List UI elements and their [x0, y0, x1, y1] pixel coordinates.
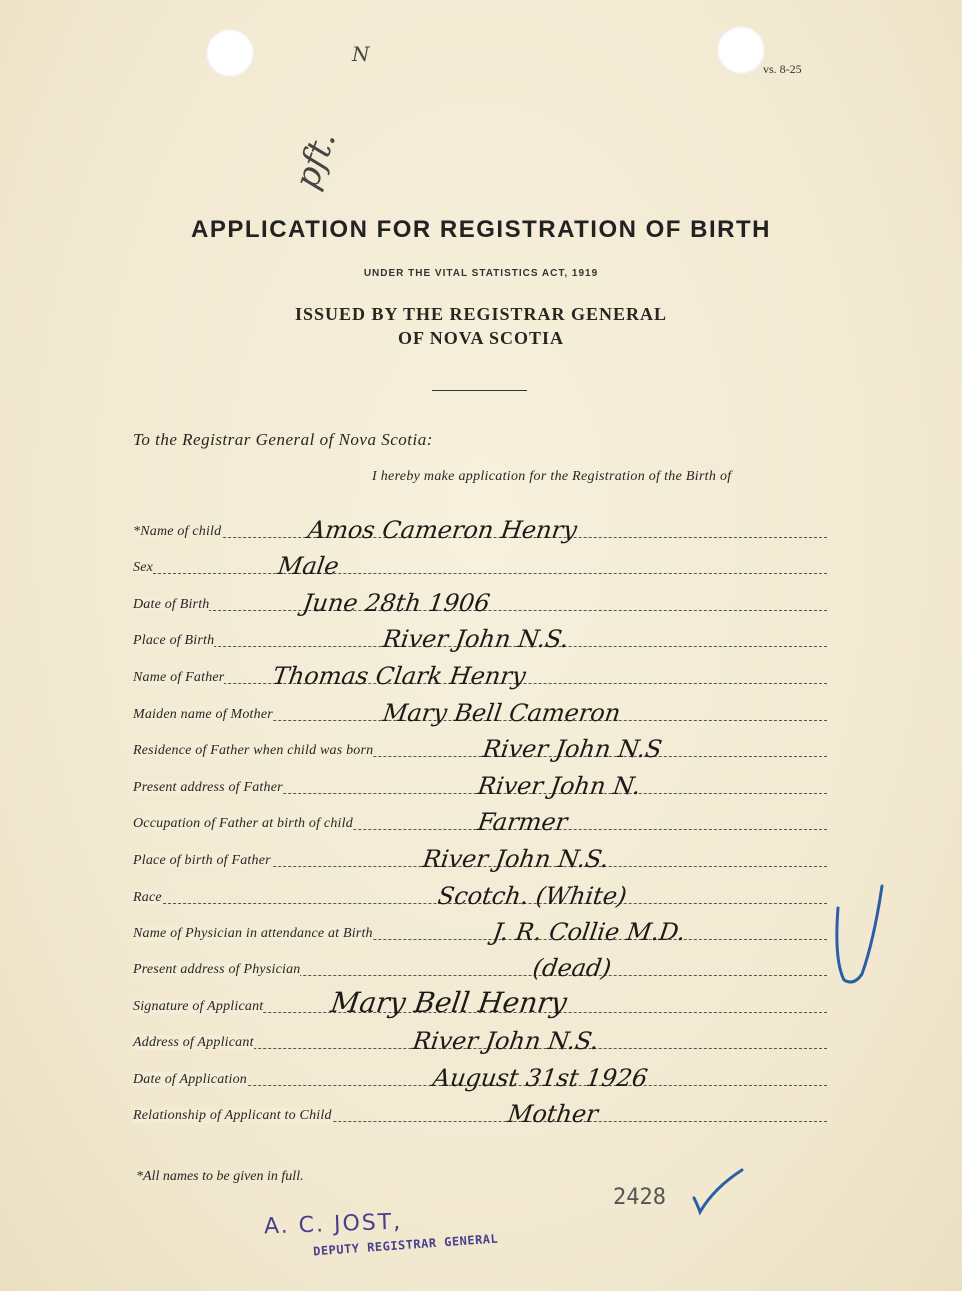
field-label: Signature of Applicant: [133, 999, 264, 1014]
field-label: Race: [133, 890, 162, 905]
field-value: Male: [276, 552, 341, 580]
field-residence-of-father: [133, 735, 827, 763]
pencil-note: N: [352, 42, 370, 66]
intro-text: I hereby make application for the Registration of the Birth of: [372, 469, 732, 484]
divider-rule: [432, 390, 527, 391]
field-date-of-application: [133, 1064, 827, 1092]
field-present-address-of-physician: [133, 954, 827, 982]
field-label: Name of Physician in attendance at Birth: [133, 926, 373, 941]
field-sex: [133, 552, 827, 580]
field-label: Date of Application: [133, 1072, 247, 1087]
field-value: June 28th 1906: [301, 589, 492, 617]
field-value: J. R. Collie M.D.: [491, 918, 688, 946]
field-value: River John N.S: [481, 735, 664, 763]
field-label: Place of Birth: [133, 633, 215, 648]
field-value: Thomas Clark Henry: [271, 662, 528, 690]
field-name-of-physician: [133, 918, 827, 946]
form-subtitle: UNDER THE VITAL STATISTICS ACT, 1919: [363, 268, 599, 279]
registration-number: 2428: [613, 1185, 666, 1210]
field-label: Address of Applicant: [133, 1035, 254, 1050]
field-label: Relationship of Applicant to Child: [133, 1108, 332, 1123]
field-name-of-child: [133, 516, 827, 544]
field-value: Farmer: [476, 808, 570, 836]
footnote: *All names to be given in full.: [136, 1169, 304, 1184]
salutation: To the Registrar General of Nova Scotia:: [133, 430, 433, 449]
form-title: APPLICATION FOR REGISTRATION OF BIRTH: [191, 216, 771, 243]
field-label: Maiden name of Mother: [133, 707, 273, 722]
field-value: Mother: [506, 1100, 600, 1128]
field-label: Date of Birth: [133, 597, 210, 612]
issued-by-line-2: OF NOVA SCOTIA: [397, 328, 565, 348]
field-value: Mary Bell Cameron: [381, 699, 623, 727]
field-label: Present address of Father: [133, 780, 283, 795]
punch-hole-right: [717, 26, 765, 74]
field-value: River John N.S.: [421, 845, 611, 873]
field-value: August 31st 1926: [431, 1064, 650, 1092]
field-label: Residence of Father when child was born: [133, 743, 374, 758]
stamp-name: A. C. JOST,: [263, 1209, 403, 1240]
punch-hole-left: [206, 29, 254, 77]
field-signature-of-applicant: [133, 986, 827, 1019]
field-value: Mary Bell Henry: [328, 986, 569, 1019]
field-value: River John N.: [476, 772, 643, 800]
form-code: vs. 8-25: [763, 62, 802, 76]
field-present-address-of-father: [133, 772, 827, 800]
field-value: River John N.S.: [411, 1027, 601, 1055]
issued-by-line-1: ISSUED BY THE REGISTRAR GENERAL: [294, 304, 668, 324]
blue-check-mark-icon: [830, 880, 890, 990]
field-value: (dead): [531, 954, 613, 982]
field-relationship-to-child: [133, 1100, 827, 1128]
field-label: *Name of child: [133, 524, 222, 539]
field-place-of-birth: [133, 625, 827, 653]
field-label: Occupation of Father at birth of child: [133, 816, 353, 831]
field-label: Name of Father: [133, 670, 225, 685]
field-race: [133, 882, 827, 910]
field-value: Scotch. (White): [436, 882, 629, 910]
pencil-initials: pft.: [286, 125, 345, 195]
field-address-of-applicant: [133, 1027, 827, 1055]
checkmark-icon: [690, 1168, 750, 1218]
field-label: Sex: [133, 560, 154, 575]
field-place-of-birth-of-father: [133, 845, 827, 873]
field-occupation-of-father: [133, 808, 827, 836]
field-value: Amos Cameron Henry: [306, 516, 579, 544]
stamp-title: DEPUTY REGISTRAR GENERAL: [312, 1231, 499, 1259]
field-maiden-name-of-mother: [133, 699, 827, 727]
field-label: Present address of Physician: [133, 962, 301, 977]
field-label: Place of birth of Father: [133, 853, 271, 868]
field-value: River John N.S.: [381, 625, 571, 653]
field-date-of-birth: [133, 589, 827, 617]
field-name-of-father: [133, 662, 827, 690]
